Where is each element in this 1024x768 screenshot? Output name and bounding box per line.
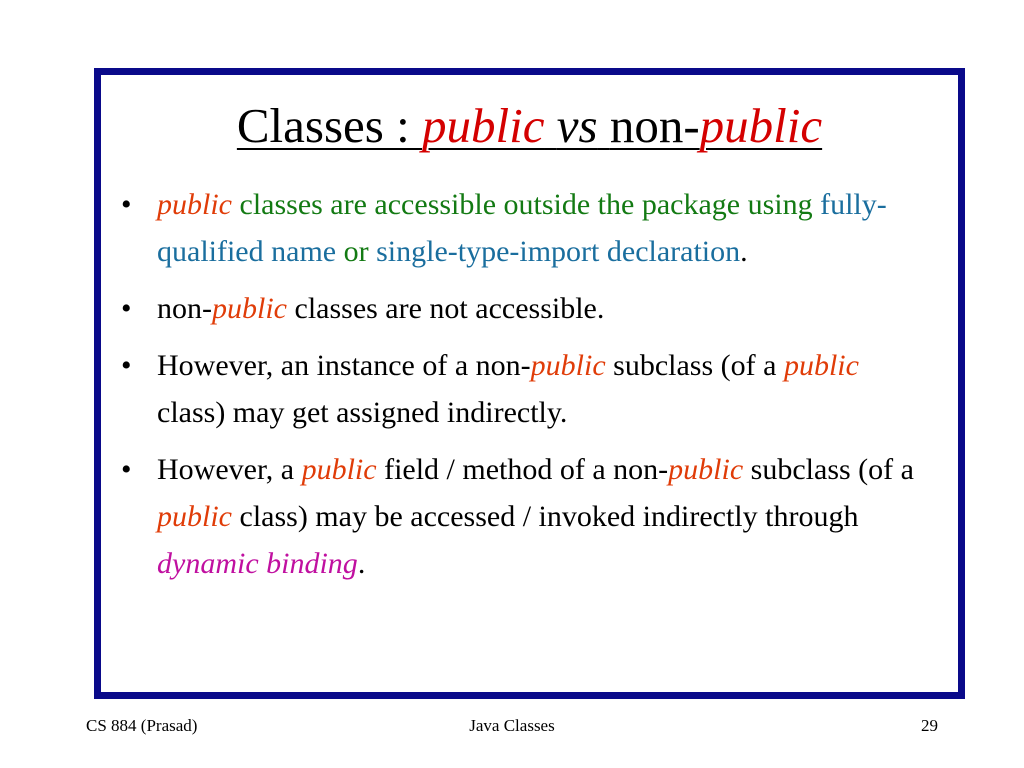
bullet-text: subclass (of a [605,349,784,382]
keyword-public: public [157,500,232,533]
title-non: non- [609,98,700,153]
term-fully-qualified-name: fully-qualified name [157,188,887,268]
footer-course: CS 884 (Prasad) [86,716,198,735]
title-public-keyword: public [422,98,545,153]
keyword-public: public [212,292,287,325]
bullet-text: classes are not accessible. [287,292,605,325]
bullet-text: . [740,235,748,268]
bullet-marker: • [121,188,132,221]
bullet-text: . [357,547,366,580]
bullet-list [113,181,933,597]
bullet-text: class) may get assigned indirectly. [157,396,568,429]
title-space [544,98,556,153]
keyword-public: public [301,453,377,486]
title-underlined [237,98,822,153]
bullet-item [113,446,933,587]
title-public-keyword-2: public [699,98,823,153]
bullet-text: field / method of a non- [376,453,669,486]
bullet-text: non- [157,292,212,325]
keyword-public: public [530,349,606,382]
bullet-item [113,285,933,332]
title-vs: vs [556,98,598,153]
bullet-item [113,181,933,275]
keyword-public: public [668,453,744,486]
bullet-item [113,342,933,436]
bullet-marker: • [121,292,132,325]
bullet-marker: • [121,453,132,486]
keyword-public: public [783,349,859,382]
bullet-text: However, an instance of a non- [157,349,531,382]
title-classes: Classes : [236,98,422,153]
footer-topic: Java Classes [469,716,555,735]
bullet-text: classes are accessible outside the package using [232,188,821,221]
bullet-marker: • [121,349,132,382]
title-space [598,98,610,153]
bullet-text: subclass (of a [743,453,914,486]
bullet-text: or [336,235,377,268]
term-dynamic-binding: dynamic binding [157,547,358,580]
keyword-public: public [157,188,232,221]
bullet-text: class) may be accessed / invoked indirectly through [232,500,859,533]
slide-frame [94,68,965,699]
slide-title [101,97,958,155]
bullet-text: However, a [157,453,302,486]
footer-page-number: 29 [921,716,938,735]
term-single-type-import: single-type-import declaration [376,235,741,268]
